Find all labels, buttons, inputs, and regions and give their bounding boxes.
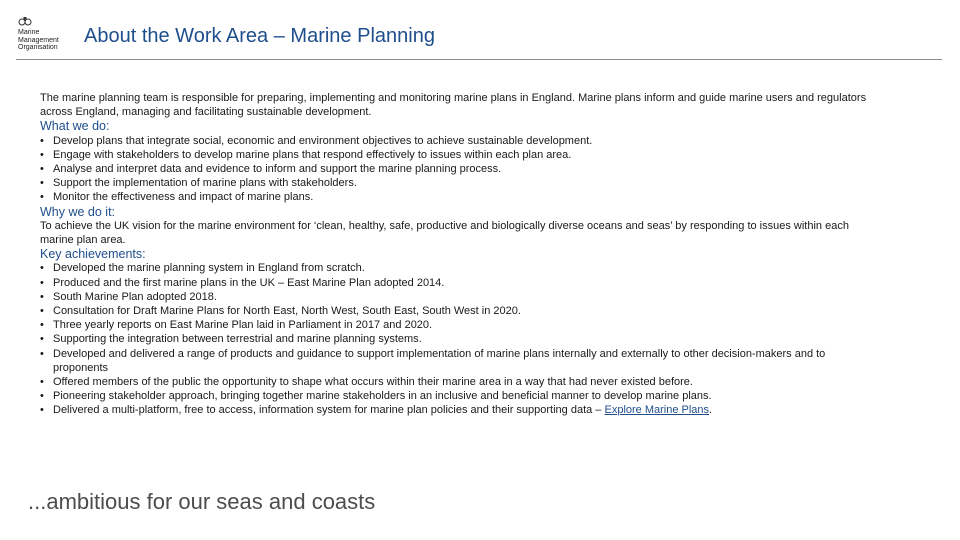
tagline: ...ambitious for our seas and coasts <box>28 489 376 514</box>
list-item: • Support the implementation of marine plans with stakeholders. <box>40 176 880 190</box>
header-divider <box>16 59 942 60</box>
list-item: • Monitor the effectiveness and impact of marine plans. <box>40 190 880 204</box>
list-item-text: Delivered a multi-platform, free to access, information system for marine plan policies and their supporting data – <box>53 404 605 417</box>
list-item: • Offered members of the public the opportunity to shape what occurs within their marine area in a way that had never existed before. <box>40 375 880 389</box>
list-item: • Develop plans that integrate social, economic and environment objectives to achieve sustainable development. <box>40 134 880 148</box>
list-item: • Produced and the first marine plans in the UK – East Marine Plan adopted 2014. <box>40 276 880 290</box>
why-we-do-it-text: To achieve the UK vision for the marine environment for ‘clean, healthy, safe, productive and biologically diverse oceans and seas’ by responding to issues within each marine plan area. <box>40 219 849 247</box>
list-item: • Supporting the integration between terrestrial and marine planning systems. <box>40 332 880 346</box>
list-item: • Engage with stakeholders to develop marine plans that respond effectively to issues within each plan area. <box>40 148 880 162</box>
what-we-do-list <box>40 134 880 205</box>
list-item: • Pioneering stakeholder approach, bringing together marine stakeholders in an inclusive and beneficial manner to develop marine plans. <box>40 389 880 403</box>
list-item: • Developed and delivered a range of products and guidance to support implementation of marine plans internally and externally to other decision-makers and to proponents <box>40 347 880 375</box>
key-achievements-list <box>40 261 880 417</box>
list-item-end: . <box>709 404 713 417</box>
mmo-logo <box>18 16 66 56</box>
intro-text: The marine planning team is responsible for preparing, implementing and monitoring marine plans in England. Marine plans inform and guide marine users and regulators across England, managing and facilitating sustainable development. <box>40 92 867 119</box>
list-item: • Analyse and interpret data and evidence to inform and support the marine planning process. <box>40 162 880 176</box>
royal-crest-icon <box>18 16 32 28</box>
list-item: • Consultation for Draft Marine Plans for North East, North West, South East, South West in 2020. <box>40 304 880 318</box>
list-item <box>40 403 880 417</box>
content-body <box>40 91 880 418</box>
what-we-do-heading: What we do: <box>40 119 110 134</box>
key-achievements-heading: Key achievements: <box>40 247 146 262</box>
explore-marine-plans-link[interactable]: Explore Marine Plans <box>604 404 710 417</box>
list-item: • Three yearly reports on East Marine Plan laid in Parliament in 2017 and 2020. <box>40 318 880 332</box>
list-item: • Developed the marine planning system in England from scratch. <box>40 261 880 275</box>
why-we-do-it-heading: Why we do it: <box>40 204 116 219</box>
page-title: About the Work Area – Marine Planning <box>84 25 435 47</box>
logo-text: Marine Management Organisation <box>18 29 59 51</box>
list-item: • South Marine Plan adopted 2018. <box>40 290 880 304</box>
